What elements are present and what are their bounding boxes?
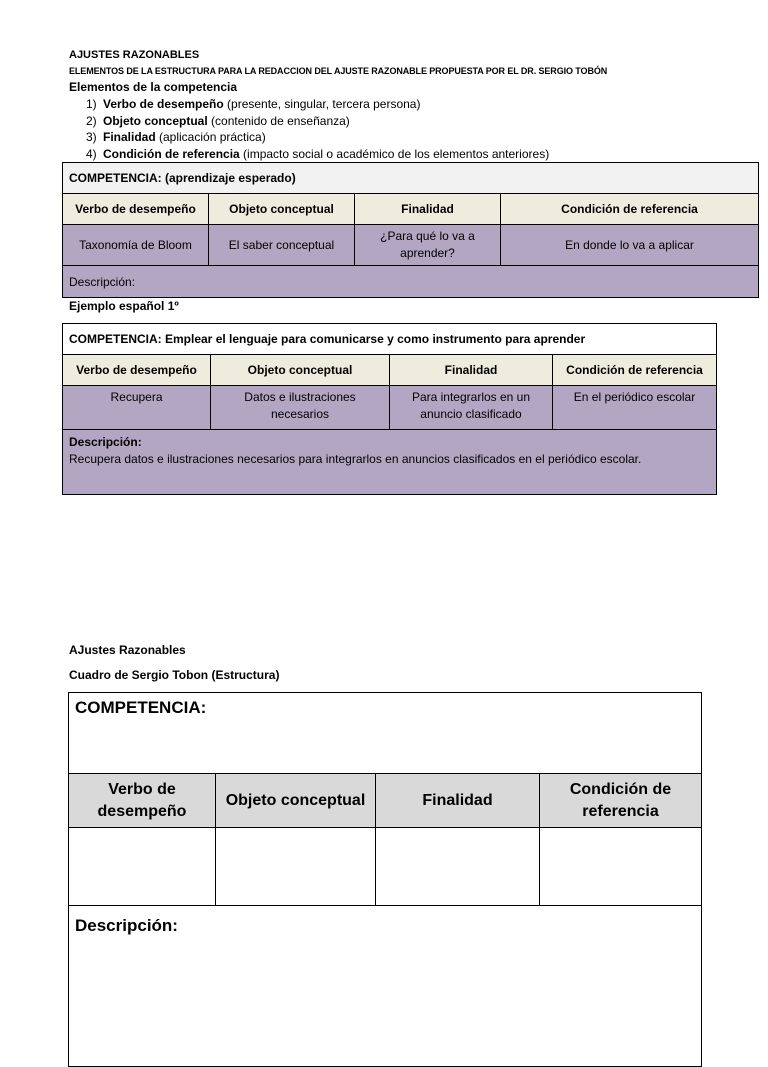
competencia-cell: COMPETENCIA: Emplear el lenguaje para comunicarse y como instrumento para aprender <box>63 324 717 355</box>
header-verbo: Verbo de desempeño <box>63 194 209 225</box>
example-label: Ejemplo español 1º <box>69 299 179 313</box>
document-title: AJUSTES RAZONABLES <box>69 49 200 61</box>
value-finalidad: Para integrarlos en un anuncio clasificado <box>390 386 553 430</box>
value-finalidad: ¿Para qué lo va a aprender? <box>355 225 501 266</box>
descripcion-text: Recupera datos e ilustraciones necesarios para integrarlos en anuncios clasificados en el periódico escolar. <box>69 452 642 466</box>
descripcion-cell: Descripción: <box>63 266 759 298</box>
list-number: 4) <box>86 146 97 161</box>
competencia-cell: COMPETENCIA: (aprendizaje esperado) <box>63 163 759 194</box>
value-verbo: Recupera <box>63 386 211 430</box>
list-desc: (impacto social o académico de los elementos anteriores) <box>239 146 550 161</box>
header-objeto: Objeto conceptual <box>209 194 355 225</box>
empty-cell-objeto <box>216 828 376 906</box>
list-item <box>86 146 549 163</box>
header-objeto: Objeto conceptual <box>211 355 390 386</box>
example-table <box>62 323 717 495</box>
value-condicion: En donde lo va a aplicar <box>501 225 759 266</box>
value-condicion: En el periódico escolar <box>553 386 717 430</box>
descripcion-cell <box>63 430 717 495</box>
elements-list <box>86 96 549 162</box>
list-term: Finalidad <box>103 130 156 144</box>
list-number: 2) <box>86 113 97 128</box>
list-number: 3) <box>86 130 97 144</box>
empty-cell-finalidad <box>376 828 540 906</box>
elements-heading: Elementos de la competencia <box>69 80 238 94</box>
section2-title: AJustes Razonables <box>69 643 186 657</box>
list-term: Verbo de desempeño <box>103 97 224 111</box>
list-number: 1) <box>86 97 97 111</box>
value-objeto: El saber conceptual <box>209 225 355 266</box>
list-desc: (aplicación práctica) <box>155 130 266 144</box>
header-finalidad: Finalidad <box>376 774 540 828</box>
header-verbo: Verbo de desempeño <box>63 355 211 386</box>
list-item <box>86 96 549 113</box>
empty-cell-verbo <box>69 828 216 906</box>
header-finalidad: Finalidad <box>355 194 501 225</box>
competencia-cell: COMPETENCIA: <box>69 693 702 774</box>
section2-subtitle: Cuadro de Sergio Tobon (Estructura) <box>69 668 280 682</box>
empty-cell-condicion <box>540 828 702 906</box>
descripcion-label: Descripción: <box>69 435 142 449</box>
document-subtitle: ELEMENTOS DE LA ESTRUCTURA PARA LA REDACCION DEL AJUSTE RAZONABLE PROPUESTA POR EL DR. SERGIO TOBÓN <box>69 66 608 76</box>
header-condicion: Condición de referencia <box>540 774 702 828</box>
list-desc: (contenido de enseñanza) <box>207 113 350 128</box>
list-desc: (presente, singular, tercera persona) <box>223 97 421 111</box>
list-item <box>86 129 549 146</box>
header-objeto: Objeto conceptual <box>216 774 376 828</box>
header-condicion: Condición de referencia <box>553 355 717 386</box>
descripcion-cell: Descripción: <box>69 906 702 1067</box>
list-term: Objeto conceptual <box>103 113 208 128</box>
list-term: Condición de referencia <box>103 146 240 161</box>
header-condicion: Condición de referencia <box>501 194 759 225</box>
structure-table <box>62 162 759 298</box>
blank-structure-table <box>68 692 702 1067</box>
header-verbo: Verbo de desempeño <box>69 774 216 828</box>
header-finalidad: Finalidad <box>390 355 553 386</box>
value-objeto: Datos e ilustraciones necesarios <box>211 386 390 430</box>
list-item <box>86 113 549 130</box>
value-verbo: Taxonomía de Bloom <box>63 225 209 266</box>
